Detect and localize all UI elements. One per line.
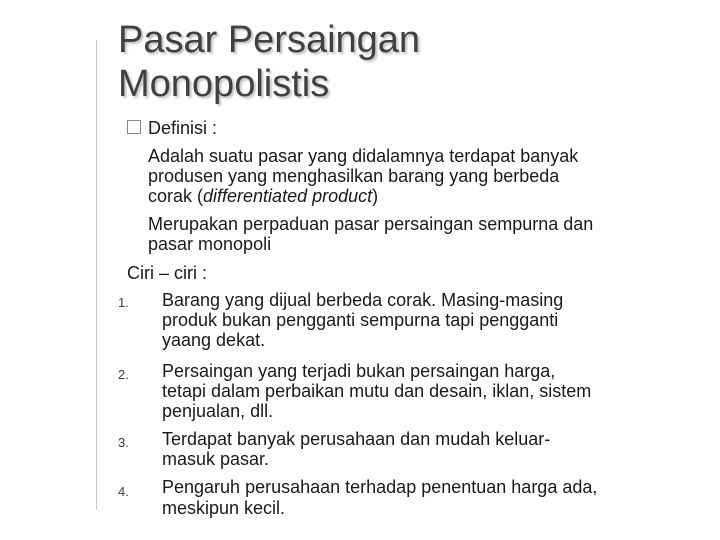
slide-accent-line bbox=[96, 40, 97, 510]
definisi-text-line: pasar monopoli bbox=[148, 234, 272, 254]
definisi-label: Definisi : bbox=[148, 118, 218, 138]
definisi-text-line: produsen yang menghasilkan barang yang berbeda bbox=[148, 166, 560, 186]
definisi-text-line: Merupakan perpaduan pasar persaingan sempurna dan bbox=[148, 214, 594, 234]
title-line-2: Monopolistis bbox=[118, 63, 330, 105]
definisi-italic-term: differentiated product bbox=[203, 186, 373, 206]
list-marker: 1. bbox=[118, 295, 129, 310]
ciri-heading: Ciri – ciri : bbox=[127, 263, 207, 283]
list-marker: 3. bbox=[118, 435, 129, 450]
definisi-text-line: Adalah suatu pasar yang didalamnya terdapat banyak bbox=[148, 146, 579, 166]
list-item-line: produk bukan pengganti sempurna tapi pengganti bbox=[162, 310, 559, 330]
list-item-line: Pengaruh perusahaan terhadap penentuan harga ada, bbox=[162, 477, 598, 497]
list-item-line: Terdapat banyak perusahaan dan mudah keluar- bbox=[162, 429, 551, 449]
list-marker: 2. bbox=[118, 367, 129, 382]
list-item-line: meskipun kecil. bbox=[162, 498, 286, 518]
definisi-text-line bbox=[148, 185, 378, 207]
list-item-line: masuk pasar. bbox=[162, 449, 270, 469]
slide-title bbox=[118, 18, 420, 106]
definisi-text-segment: corak ( bbox=[148, 186, 204, 206]
list-item-line: Persaingan yang terjadi bukan persaingan harga, bbox=[162, 361, 556, 381]
list-marker: 4. bbox=[118, 484, 129, 499]
definisi-text-segment: ) bbox=[372, 186, 379, 206]
list-item-line: tetapi dalam perbaikan mutu dan desain, iklan, sistem bbox=[162, 381, 592, 401]
title-line-1: Pasar Persaingan bbox=[118, 19, 421, 61]
list-item-line: penjualan, dll. bbox=[162, 401, 274, 421]
list-item-line: Barang yang dijual berbeda corak. Masing-masing bbox=[162, 290, 564, 310]
list-item-line: yaang dekat. bbox=[162, 330, 266, 350]
checkbox-bullet-icon bbox=[127, 120, 141, 134]
